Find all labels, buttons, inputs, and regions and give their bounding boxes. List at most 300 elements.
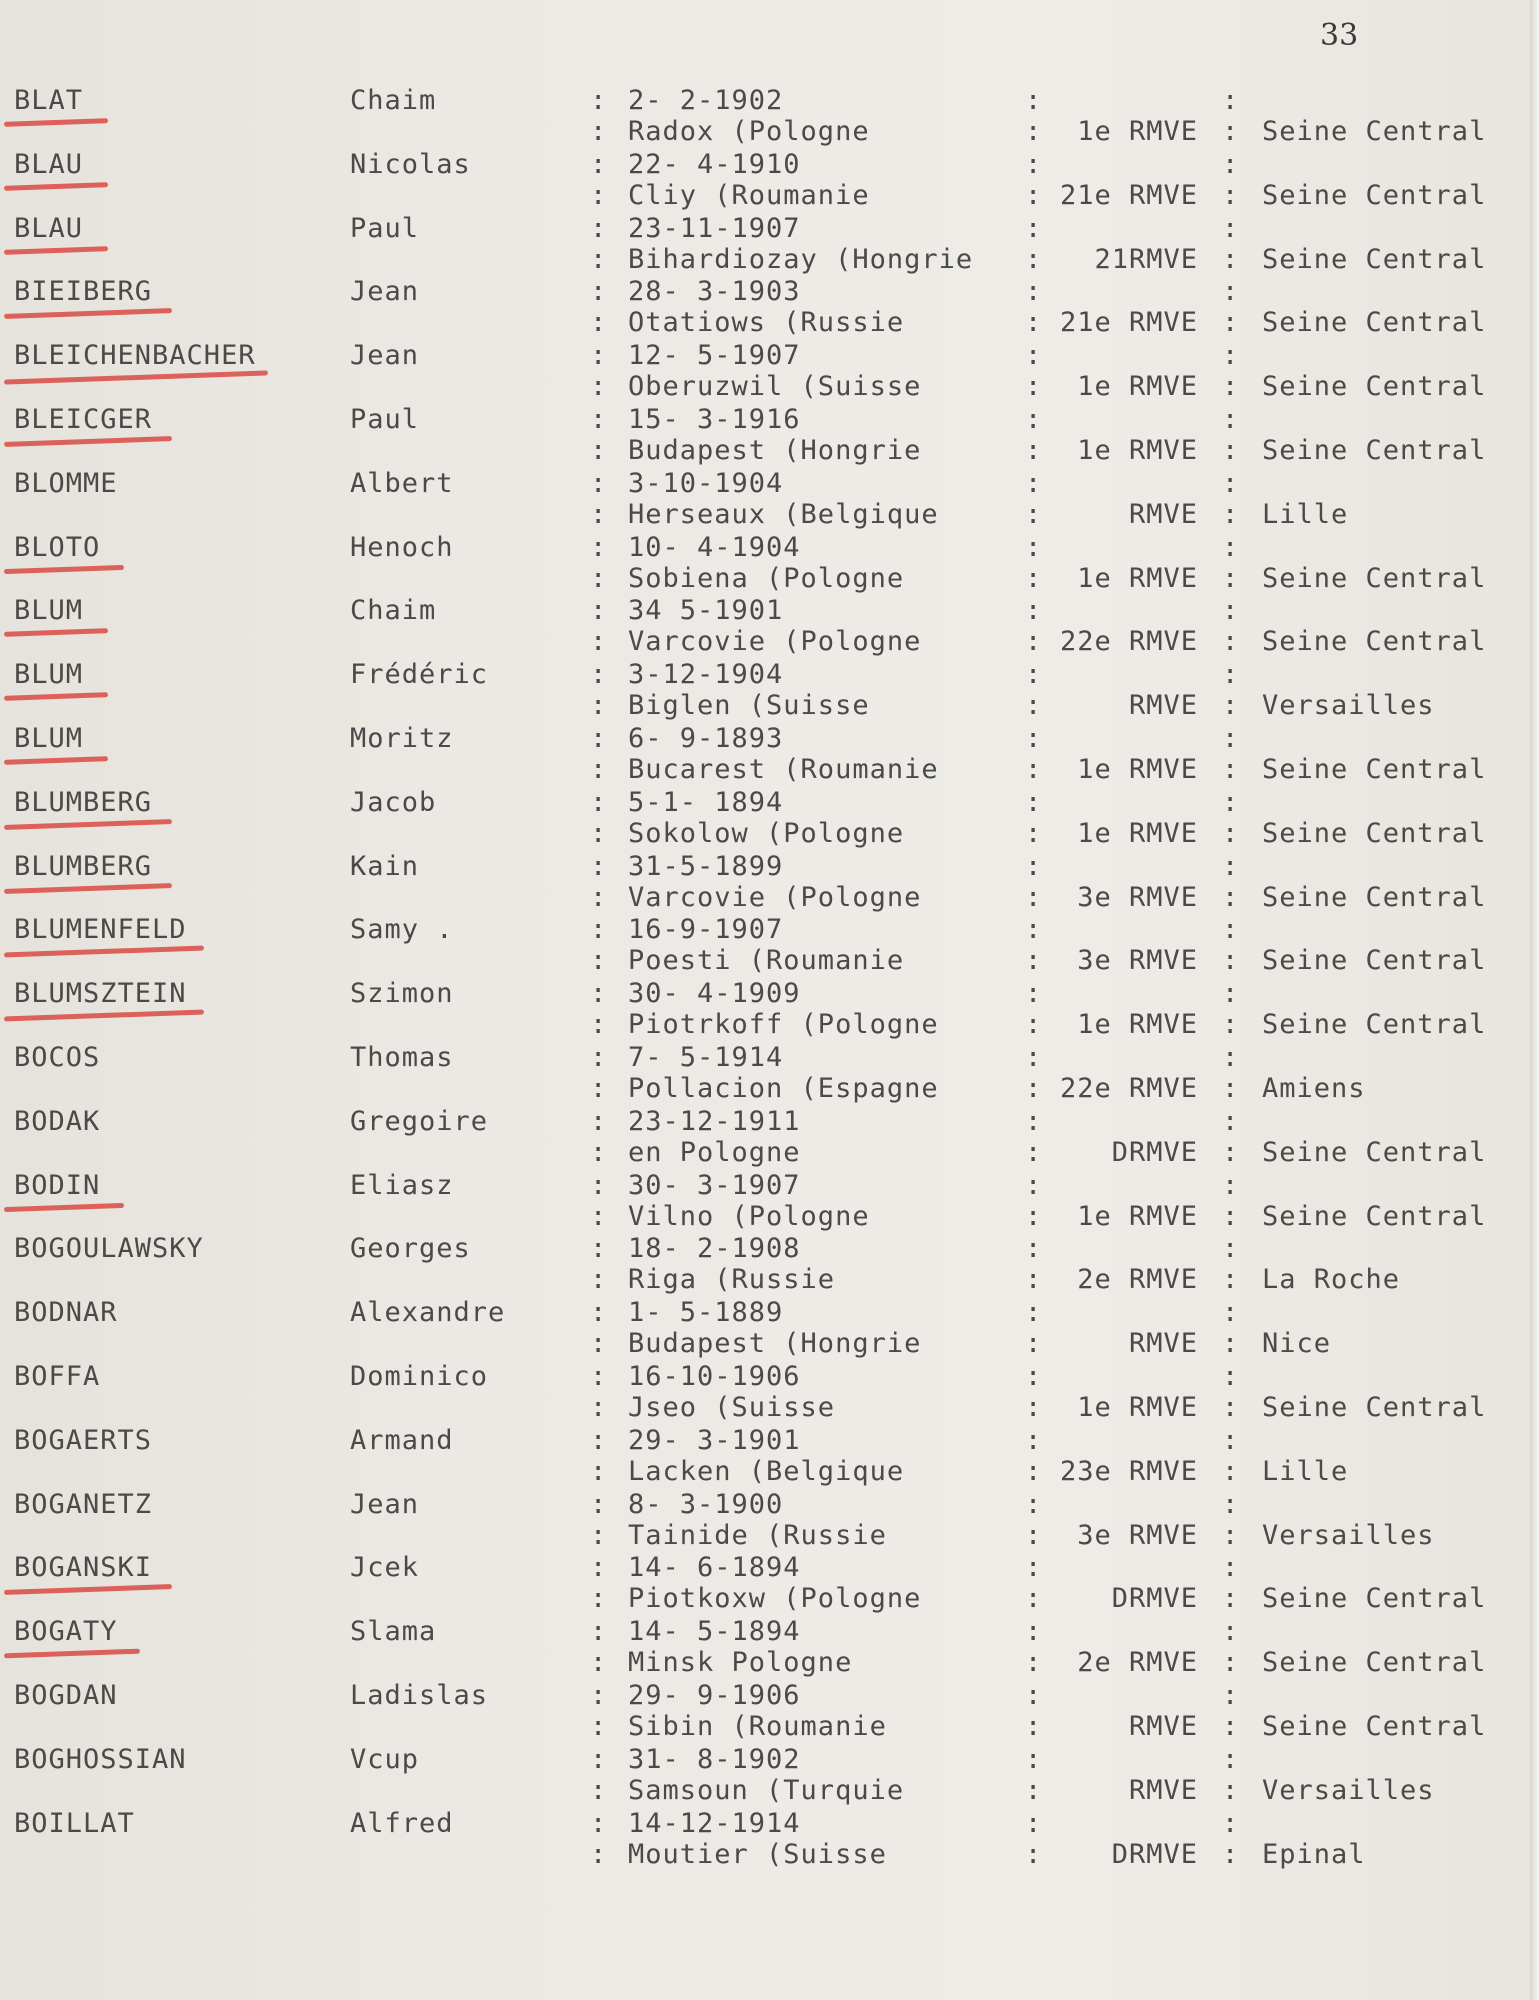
birth-date: 18- 2-1908 [628,1233,801,1265]
colon-separator: : [590,404,608,435]
colon-separator: : [1222,148,1240,180]
first-name: Albert [350,467,454,499]
colon-separator: : [590,1455,608,1487]
colon-separator: : [590,1774,608,1806]
colon-separator: : [590,1519,608,1551]
birth-place: Poesti (Roumanie [628,945,905,977]
colon-separator: : [590,786,608,818]
surname: BOGATY [14,1616,118,1648]
military-unit: RMVE [1128,498,1198,530]
colon-separator: : [590,1807,608,1839]
colon-separator: : [1222,1105,1240,1137]
colon-separator: : [1025,1583,1043,1615]
colon-separator: : [1025,116,1043,147]
first-name: Dominico [350,1361,489,1392]
colon-separator: : [1222,1264,1240,1296]
colon-separator: : [1222,179,1240,211]
military-unit: RMVE [1128,690,1198,722]
colon-separator: : [1222,1200,1240,1232]
colon-separator: : [1222,531,1240,563]
red-pencil-mark [4,371,268,385]
assignment-station: Seine Central [1262,1583,1487,1615]
colon-separator: : [1025,1009,1043,1041]
colon-separator: : [590,723,608,754]
first-name: Moritz [350,723,454,754]
colon-separator: : [1222,467,1240,499]
military-unit: 1e RMVE [1077,1009,1198,1041]
colon-separator: : [1222,562,1240,594]
colon-separator: : [590,945,608,977]
colon-separator: : [590,595,608,627]
colon-separator: : [1222,1711,1240,1742]
colon-separator: : [1222,404,1240,435]
colon-separator: : [1222,1009,1240,1041]
assignment-station: Seine Central [1262,1647,1487,1679]
birth-place: Budapest (Hongrie [628,1328,922,1360]
first-name: Jacob [350,786,437,818]
assignment-station: Seine Central [1262,626,1487,658]
surname: BOGANETZ [14,1488,153,1520]
surname: BOGAERTS [14,1424,153,1456]
colon-separator: : [1025,1297,1043,1329]
birth-date: 1- 5-1889 [628,1297,784,1329]
birth-place: Jseo (Suisse [628,1392,836,1423]
colon-separator: : [590,1361,608,1392]
first-name: Ladislas [350,1680,489,1711]
first-name: Alfred [350,1807,454,1839]
colon-separator: : [590,148,608,180]
red-pencil-mark [4,1203,124,1212]
birth-place: Moutier (Suisse [628,1838,887,1870]
page-number: 33 [1320,18,1359,53]
red-pencil-mark [4,565,124,574]
red-pencil-mark [4,182,108,191]
birth-place: Minsk Pologne [628,1647,853,1679]
colon-separator: : [590,1838,608,1870]
birth-place: Piotkoxw (Pologne [628,1583,922,1615]
colon-separator: : [590,978,608,1010]
colon-separator: : [1025,881,1043,913]
first-name: Slama [350,1616,437,1648]
colon-separator: : [1025,1264,1043,1296]
colon-separator: : [1025,1774,1043,1806]
birth-place: Piotrkoff (Pologne [628,1009,939,1041]
colon-separator: : [590,243,608,275]
birth-place: Lacken (Belgique [628,1455,905,1487]
surname: BLOTO [14,531,101,563]
birth-date: 6- 9-1893 [628,723,784,754]
colon-separator: : [1025,1392,1043,1423]
birth-date: 8- 3-1900 [628,1488,784,1520]
birth-date: 29- 9-1906 [628,1680,801,1711]
colon-separator: : [1222,978,1240,1010]
military-unit: 21RMVE [1094,243,1198,275]
birth-place: Biglen (Suisse [628,690,870,722]
birth-place: Vilno (Pologne [628,1200,870,1232]
assignment-station: Seine Central [1262,754,1487,785]
colon-separator: : [1222,1774,1240,1806]
colon-separator: : [590,1743,608,1775]
surname: BLUM [14,723,84,754]
red-pencil-mark [4,1584,172,1595]
birth-date: 30- 3-1907 [628,1169,801,1201]
colon-separator: : [590,1583,608,1615]
surname: BLUM [14,659,84,691]
first-name: Paul [350,404,420,435]
colon-separator: : [1222,85,1240,116]
colon-separator: : [1222,1583,1240,1615]
colon-separator: : [1222,1233,1240,1265]
colon-separator: : [1222,1361,1240,1392]
birth-place: Pollacion (Espagne [628,1073,939,1104]
surname: BIEIBERG [14,276,153,308]
birth-place: Varcovie (Pologne [628,881,922,913]
military-unit: 2e RMVE [1077,1264,1198,1296]
military-unit: 3e RMVE [1077,1519,1198,1551]
colon-separator: : [590,1105,608,1137]
birth-date: 23-11-1907 [628,212,801,244]
birth-date: 30- 4-1909 [628,978,801,1010]
colon-separator: : [590,179,608,211]
surname: BLUMENFELD [14,914,187,946]
colon-separator: : [1222,786,1240,818]
colon-separator: : [590,1680,608,1711]
colon-separator: : [1222,1838,1240,1870]
colon-separator: : [590,850,608,882]
birth-place: Samsoun (Turquie [628,1774,905,1806]
colon-separator: : [1025,1136,1043,1168]
colon-separator: : [1025,914,1043,946]
birth-place: Tainide (Russie [628,1519,887,1551]
colon-separator: : [1025,595,1043,627]
birth-date: 3-10-1904 [628,467,784,499]
colon-separator: : [1025,1233,1043,1265]
first-name: Thomas [350,1042,454,1073]
military-unit: 3e RMVE [1077,881,1198,913]
colon-separator: : [1222,1455,1240,1487]
assignment-station: Seine Central [1262,307,1487,339]
red-pencil-mark [4,819,172,830]
surname: BLOMME [14,467,118,499]
military-unit: RMVE [1128,1711,1198,1742]
colon-separator: : [1025,1552,1043,1584]
birth-date: 29- 3-1901 [628,1424,801,1456]
colon-separator: : [590,754,608,785]
assignment-station: Seine Central [1262,243,1487,275]
colon-separator: : [1025,1328,1043,1360]
colon-separator: : [1222,435,1240,466]
birth-date: 23-12-1911 [628,1105,801,1137]
colon-separator: : [1222,276,1240,308]
first-name: Chaim [350,85,437,116]
colon-separator: : [590,435,608,466]
military-unit: DRMVE [1111,1838,1198,1870]
colon-separator: : [1025,754,1043,785]
birth-date: 34 5-1901 [628,595,784,627]
surname: BLEICGER [14,404,153,435]
colon-separator: : [1025,404,1043,435]
colon-separator: : [1025,978,1043,1010]
colon-separator: : [1025,1073,1043,1104]
birth-place: Herseaux (Belgique [628,498,939,530]
military-unit: 1e RMVE [1077,1200,1198,1232]
first-name: Jean [350,340,420,372]
colon-separator: : [1222,212,1240,244]
colon-separator: : [590,690,608,722]
first-name: Samy . [350,914,454,946]
colon-separator: : [1222,1297,1240,1329]
colon-separator: : [1025,1488,1043,1520]
surname: BLUMBERG [14,786,153,818]
colon-separator: : [590,212,608,244]
birth-date: 22- 4-1910 [628,148,801,180]
colon-separator: : [1025,371,1043,403]
first-name: Vcup [350,1743,420,1775]
colon-separator: : [1025,467,1043,499]
colon-separator: : [1222,371,1240,403]
birth-date: 2- 2-1902 [628,85,784,116]
colon-separator: : [1222,1743,1240,1775]
assignment-station: Seine Central [1262,435,1487,466]
first-name: Armand [350,1424,454,1456]
surname: BODNAR [14,1297,118,1329]
first-name: Alexandre [350,1297,506,1329]
military-unit: 1e RMVE [1077,562,1198,594]
birth-date: 3-12-1904 [628,659,784,691]
birth-place: Sobiena (Pologne [628,562,905,594]
red-pencil-mark [4,1010,204,1022]
colon-separator: : [590,1073,608,1104]
birth-date: 16-10-1906 [628,1361,801,1392]
military-unit: 1e RMVE [1077,754,1198,785]
military-unit: 3e RMVE [1077,945,1198,977]
colon-separator: : [590,85,608,116]
colon-separator: : [1222,850,1240,882]
birth-place: Otatiows (Russie [628,307,905,339]
surname: BOCOS [14,1042,101,1073]
military-unit: DRMVE [1111,1136,1198,1168]
colon-separator: : [1025,307,1043,339]
colon-separator: : [1025,340,1043,372]
colon-separator: : [1025,626,1043,658]
assignment-station: La Roche [1262,1264,1401,1296]
first-name: Kain [350,850,420,882]
birth-date: 28- 3-1903 [628,276,801,308]
colon-separator: : [1222,754,1240,785]
surname: BODAK [14,1105,101,1137]
surname: BOGANSKI [14,1552,153,1584]
birth-place: Bucarest (Roumanie [628,754,939,785]
first-name: Henoch [350,531,454,563]
colon-separator: : [1222,498,1240,530]
colon-separator: : [1025,1647,1043,1679]
birth-place: Budapest (Hongrie [628,435,922,466]
colon-separator: : [1222,1616,1240,1648]
colon-separator: : [1222,1519,1240,1551]
colon-separator: : [1025,659,1043,691]
birth-date: 5-1- 1894 [628,786,784,818]
colon-separator: : [1222,723,1240,754]
colon-separator: : [1025,817,1043,849]
colon-separator: : [1025,562,1043,594]
colon-separator: : [1025,435,1043,466]
colon-separator: : [590,1488,608,1520]
birth-place: Sibin (Roumanie [628,1711,887,1742]
colon-separator: : [590,1616,608,1648]
colon-separator: : [1222,1073,1240,1104]
colon-separator: : [1222,1424,1240,1456]
first-name: Szimon [350,978,454,1010]
surname: BLAU [14,212,84,244]
surname: BOGHOSSIAN [14,1743,187,1775]
birth-place: Bihardiozay (Hongrie [628,243,974,275]
red-pencil-mark [4,692,108,701]
surname: BLUMBERG [14,850,153,882]
colon-separator: : [590,1009,608,1041]
assignment-station: Seine Central [1262,945,1487,977]
colon-separator: : [1025,1361,1043,1392]
colon-separator: : [1025,1807,1043,1839]
assignment-station: Lille [1262,498,1349,530]
colon-separator: : [1222,1552,1240,1584]
colon-separator: : [1222,1328,1240,1360]
colon-separator: : [1222,1488,1240,1520]
military-unit: DRMVE [1111,1583,1198,1615]
colon-separator: : [1025,1455,1043,1487]
colon-separator: : [1222,243,1240,275]
colon-separator: : [590,1647,608,1679]
colon-separator: : [590,1233,608,1265]
birth-date: 14-12-1914 [628,1807,801,1839]
colon-separator: : [590,1042,608,1073]
colon-separator: : [590,914,608,946]
assignment-station: Seine Central [1262,116,1487,147]
colon-separator: : [590,1200,608,1232]
surname: BOGOULAWSKY [14,1233,204,1265]
first-name: Nicolas [350,148,471,180]
colon-separator: : [1025,148,1043,180]
red-pencil-mark [4,946,204,958]
colon-separator: : [1025,276,1043,308]
red-pencil-mark [4,756,108,765]
first-name: Chaim [350,595,437,627]
assignment-station: Seine Central [1262,371,1487,403]
assignment-station: Seine Central [1262,179,1487,211]
colon-separator: : [590,340,608,372]
colon-separator: : [1025,1838,1043,1870]
colon-separator: : [1222,1647,1240,1679]
military-unit: 2e RMVE [1077,1647,1198,1679]
assignment-station: Versailles [1262,690,1435,722]
colon-separator: : [1025,690,1043,722]
military-unit: 1e RMVE [1077,371,1198,403]
colon-separator: : [1025,1616,1043,1648]
military-unit: 21e RMVE [1059,307,1198,339]
surname: BLUM [14,595,84,627]
assignment-station: Seine Central [1262,1200,1487,1232]
assignment-station: Versailles [1262,1519,1435,1551]
colon-separator: : [1025,1519,1043,1551]
first-name: Jean [350,276,420,308]
colon-separator: : [590,531,608,563]
assignment-station: Seine Central [1262,562,1487,594]
first-name: Gregoire [350,1105,489,1137]
surname: BODIN [14,1169,101,1201]
assignment-station: Lille [1262,1455,1349,1487]
colon-separator: : [1222,881,1240,913]
military-unit: 22e RMVE [1059,626,1198,658]
colon-separator: : [1222,307,1240,339]
military-unit: RMVE [1128,1774,1198,1806]
colon-separator: : [1025,945,1043,977]
colon-separator: : [590,1297,608,1329]
colon-separator: : [590,1424,608,1456]
colon-separator: : [1025,498,1043,530]
colon-separator: : [1222,340,1240,372]
colon-separator: : [1222,1392,1240,1423]
colon-separator: : [1025,723,1043,754]
birth-date: 16-9-1907 [628,914,784,946]
colon-separator: : [590,498,608,530]
red-pencil-mark [4,118,108,127]
colon-separator: : [590,562,608,594]
military-unit: 22e RMVE [1059,1073,1198,1104]
colon-separator: : [1025,1105,1043,1137]
colon-separator: : [1025,1680,1043,1711]
colon-separator: : [1025,85,1043,116]
red-pencil-mark [4,246,108,255]
colon-separator: : [590,1136,608,1168]
assignment-station: Seine Central [1262,1711,1487,1742]
surname: BOILLAT [14,1807,135,1839]
military-unit: RMVE [1128,1328,1198,1360]
colon-separator: : [1222,1042,1240,1073]
first-name: Jcek [350,1552,420,1584]
assignment-station: Seine Central [1262,881,1487,913]
colon-separator: : [1025,212,1043,244]
first-name: Frédéric [350,659,489,691]
assignment-station: Seine Central [1262,1009,1487,1041]
assignment-station: Seine Central [1262,817,1487,849]
birth-place: en Pologne [628,1136,801,1168]
colon-separator: : [1025,850,1043,882]
colon-separator: : [590,467,608,499]
military-unit: 1e RMVE [1077,1392,1198,1423]
assignment-station: Versailles [1262,1774,1435,1806]
colon-separator: : [1025,243,1043,275]
birth-place: Sokolow (Pologne [628,817,905,849]
colon-separator: : [590,1169,608,1201]
colon-separator: : [1025,531,1043,563]
first-name: Eliasz [350,1169,454,1201]
colon-separator: : [1222,116,1240,147]
surname: BLAU [14,148,84,180]
page-edge [1530,0,1539,2000]
assignment-station: Epinal [1262,1838,1366,1870]
colon-separator: : [1222,690,1240,722]
birth-date: 7- 5-1914 [628,1042,784,1073]
first-name: Paul [350,212,420,244]
colon-separator: : [1025,1743,1043,1775]
military-unit: 1e RMVE [1077,435,1198,466]
colon-separator: : [590,1392,608,1423]
birth-place: Varcovie (Pologne [628,626,922,658]
colon-separator: : [1222,817,1240,849]
assignment-station: Nice [1262,1328,1332,1360]
colon-separator: : [1025,786,1043,818]
birth-date: 10- 4-1904 [628,531,801,563]
red-pencil-mark [4,883,172,894]
